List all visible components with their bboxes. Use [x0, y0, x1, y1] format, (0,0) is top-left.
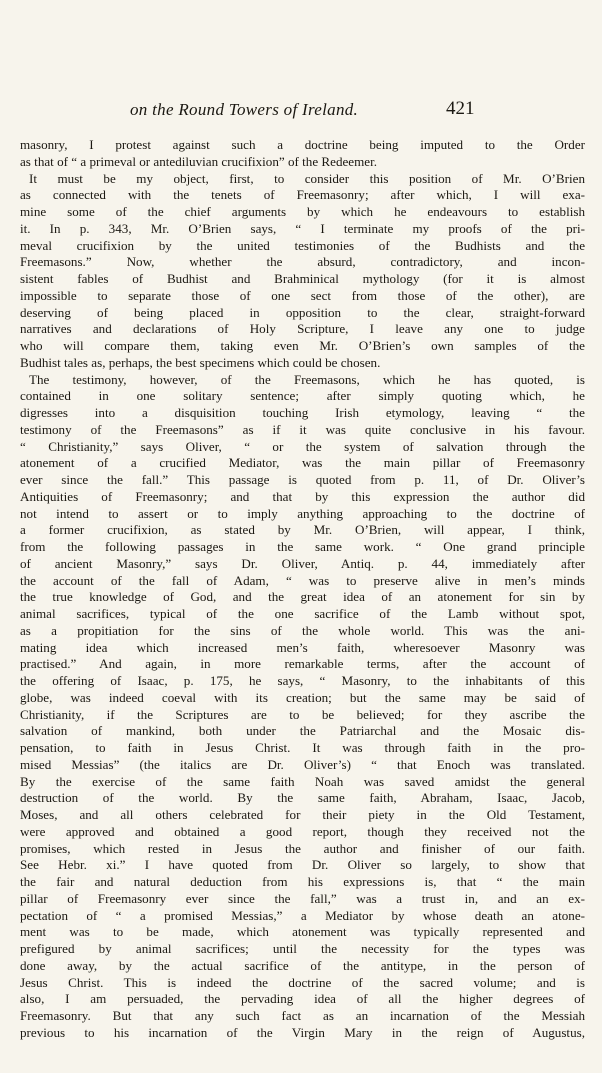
text-line: “ Christianity,” says Oliver, “ or the system of salvation through the: [20, 438, 585, 454]
text-line: salvation of mankind, both under the Patriarchal and the Mosaic dis-: [20, 723, 585, 739]
text-line: deserving of being placed in opposition to the clear, straight-forward: [20, 304, 585, 320]
text-line: atonement of a crucified Mediator, was the main pillar of Freemasonry: [20, 455, 585, 471]
text-line: meval crucifixion by the united testimonies of the Budhists and the: [20, 237, 585, 253]
text-line: testimony of the Freemasons” as if it was quite conclusive in his favour.: [20, 421, 585, 437]
text-line: It must be my object, first, to consider this position of Mr. O’Brien: [29, 170, 585, 186]
text-line: The testimony, however, of the Freemasons, which he has quoted, is: [29, 371, 585, 387]
text-line: digresses into a disquisition touching Irish etymology, leaving “ the: [20, 405, 585, 420]
text-line: [20, 1042, 585, 1059]
text-line: mine some of the chief arguments by which he endeavours to establish: [20, 204, 585, 219]
text-line: a former crucifixion, as stated by Mr. O’Brien, will appear, I think,: [20, 522, 585, 538]
text-line: masonry, I protest against such a doctrine being imputed to the Order: [20, 137, 585, 152]
text-line: previous to his incarnation of the Virgin Mary in the reign of Augustus,: [20, 1024, 585, 1040]
running-head-title: on the Round Towers of Ireland.: [130, 100, 359, 119]
text-line: Antiquities of Freemasonry; and that by this expression the author did: [20, 488, 585, 504]
running-head: [18, 100, 598, 128]
text-line: ever since the fall.” This passage is quoted from p. 11, of Dr. Oliver’s: [20, 472, 585, 487]
text-line: were approved and obtained a good report, though they received not the: [20, 823, 585, 839]
text-line: By the exercise of the same faith Noah was saved amidst the general: [20, 773, 585, 789]
text-line: sistent fables of Budhist and Brahminical mythology (for it is almost: [20, 271, 585, 286]
text-line: as a propitiation for the sins of the whole world. This was the ani-: [20, 622, 585, 638]
text-line: Freemasonry. But that any such fact as an incarnation of the Messiah: [20, 1008, 585, 1023]
text-line: from the following passages in the same work. “ One grand principle: [20, 539, 585, 554]
text-line: contained in one solitary sentence; after simply quoting which, he: [20, 388, 585, 404]
text-line: practised.” And again, in more remarkable terms, after the account of: [20, 656, 585, 672]
text-line: ment was to be made, which atonement was typically represented and: [20, 924, 585, 940]
text-line: Jesus Christ. This is indeed the doctrine of the sacred volume; and is: [20, 974, 585, 990]
text-line: as connected with the tenets of Freemasonry; after which, I will exa-: [20, 187, 585, 203]
text-line: globe, was indeed coeval with its creation; but the same may be said of: [20, 689, 585, 705]
text-line: the account of the fall of Adam, “ was to preserve alive in men’s minds: [20, 572, 585, 588]
page-number: 421: [446, 98, 475, 119]
text-line: of ancient Masonry,” says Dr. Oliver, Antiq. p. 44, immediately after: [20, 555, 585, 571]
text-line: narratives and declarations of Holy Scripture, I leave any one to judge: [20, 321, 585, 337]
text-line: pensation, to faith in Jesus Christ. It was through faith in the pro-: [20, 740, 585, 755]
text-line: Moses, and all others celebrated for their piety in the Old Testament,: [20, 807, 585, 822]
text-line: promises, which rested in Jesus the author and finisher of our faith.: [20, 840, 585, 856]
text-line: animal sacrifices, typical of the one sacrifice of the Lamb without spot,: [20, 606, 585, 621]
text-line: mating idea which increased men’s faith, wheresoever Masonry was: [20, 639, 585, 655]
text-line: who will compare them, taking even Mr. O’Brien’s own samples of the: [20, 338, 585, 353]
text-line: it. In p. 343, Mr. O’Brien says, “ I terminate my proofs of the pri-: [20, 220, 585, 236]
text-line: impossible to separate those of one sect from those of the other), are: [20, 287, 585, 303]
text-line: the fair and natural deduction from his expressions is, that “ the main: [20, 874, 585, 889]
text-line: Freemasons.” Now, whether the absurd, contradictory, and incon-: [20, 254, 585, 270]
text-line: prefigured by animal sacrifices; until the necessity for the types was: [20, 941, 585, 956]
text-line: destruction of the world. By the same faith, Abraham, Isaac, Jacob,: [20, 790, 585, 806]
text-line: the true knowledge of God, and the great idea of an atonement for sin by: [20, 589, 585, 605]
text-line: Christianity, if the Scriptures are to be believed; for they ascribe the: [20, 706, 585, 722]
body-text: [20, 137, 585, 1058]
text-line: pectation of “ a promised Messias,” a Mediator by whose death an atone-: [20, 907, 585, 923]
text-line: the offering of Isaac, p. 175, he says, “ Masonry, to the inhabitants of this: [20, 673, 585, 688]
text-line: Budhist tales as, perhaps, the best specimens which could be chosen.: [20, 354, 381, 370]
text-line: as that of “ a primeval or antediluvian crucifixion” of the Redeemer.: [20, 153, 378, 169]
text-line: mised Messias” (the italics are Dr. Oliver’s) “ that Enoch was translated.: [20, 756, 585, 772]
text-line: done away, by the actual sacrifice of the antitype, in the person of: [20, 957, 585, 973]
text-line: See Hebr. xi.” I have quoted from Dr. Oliver so largely, to show that: [20, 857, 585, 873]
text-line: not intend to assert or to imply anything approaching to the doctrine of: [20, 505, 585, 521]
text-line: also, I am persuaded, the pervading idea of all the higher degrees of: [20, 991, 585, 1007]
text-line: pillar of Freemasonry ever since the fall,” was a trust in, and an ex-: [20, 890, 585, 906]
